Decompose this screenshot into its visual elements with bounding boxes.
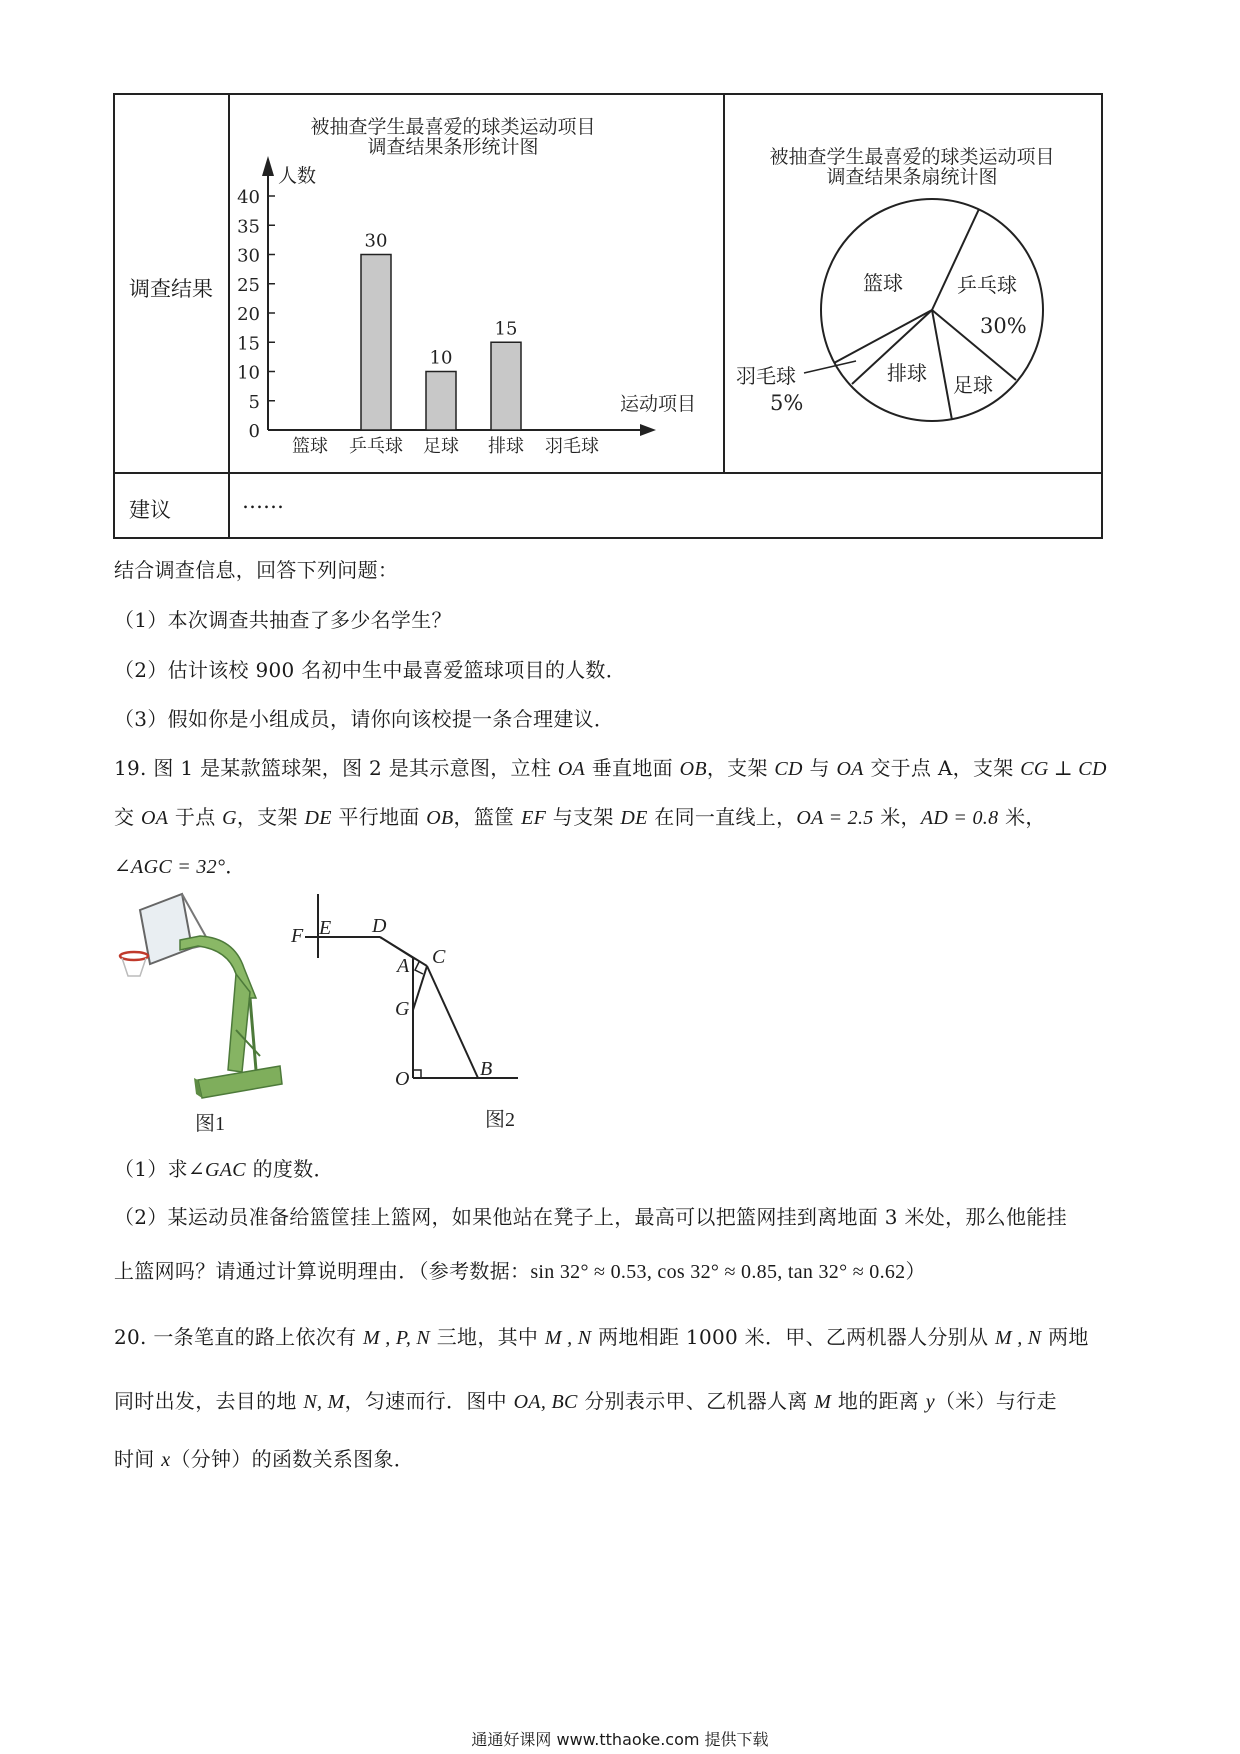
- y-axis-label: 人数: [278, 165, 317, 187]
- problem19-line3: [114, 850, 246, 879]
- p19-text: 于点: [168, 805, 223, 829]
- figure1-caption: 图1: [195, 1113, 225, 1135]
- p19-text: 与: [802, 756, 837, 780]
- pie-label-badminton: 羽毛球: [736, 364, 796, 388]
- p20-text: 两地相距 1000 米．甲、乙两机器人分别从: [591, 1325, 995, 1349]
- p20-text: 两地: [1041, 1325, 1089, 1349]
- p19-text: 米，: [998, 805, 1046, 829]
- stand-pole: [228, 974, 250, 1072]
- pie-label-football: 足球: [953, 373, 993, 397]
- bar-data-label: 30: [364, 230, 388, 252]
- problem19-sub2-line1: （2）某运动员准备给篮筐挂上篮网，如果他站在凳子上，最高可以把篮网挂到离地面 3 米处，那么他能挂: [114, 1205, 1067, 1229]
- problem19-line2: [114, 801, 1046, 830]
- problem19-sub2-line2: [114, 1255, 926, 1284]
- p19-math: OB: [426, 807, 454, 829]
- p19-text: 19. 图 1 是某款篮球架，图 2 是其示意图，立柱: [114, 756, 558, 780]
- y-tick-label: 15: [237, 333, 260, 355]
- p19-text: 在同一直线上，: [647, 805, 797, 829]
- y-tick-label: 0: [248, 421, 260, 442]
- problem19-line1: [114, 752, 1107, 781]
- problem20-line2: [114, 1385, 1057, 1414]
- p20-text: （分钟）的函数关系图象．: [170, 1447, 415, 1471]
- p19-text: 平行地面: [331, 805, 427, 829]
- segment-cb: [427, 966, 478, 1078]
- label-b: B: [480, 1058, 493, 1080]
- problem19-sub1: [114, 1153, 334, 1182]
- y-tick-label: 20: [237, 304, 260, 325]
- problem20-line3: [114, 1443, 414, 1472]
- p20-math: x: [161, 1449, 171, 1471]
- y-tick-label: 5: [248, 391, 260, 413]
- bar-chart-title: 被抽查学生最喜爱的球类运动项目: [310, 116, 596, 138]
- label-d: D: [372, 915, 387, 937]
- right-angle-o: [413, 1070, 421, 1078]
- y-tick-label: 30: [237, 245, 260, 267]
- p19-text: ，支架: [236, 805, 305, 829]
- y-tick-label: 40: [237, 187, 260, 208]
- basketball-stand-illustration: [120, 894, 282, 1098]
- p19-math: OB: [679, 758, 707, 780]
- pie-badminton-leader: [804, 361, 856, 373]
- p19-math: EF: [521, 807, 547, 829]
- p20-text: 同时出发，去目的地: [114, 1389, 304, 1413]
- hoop: [120, 952, 148, 960]
- p19-math: OA: [836, 758, 864, 780]
- bar-data-label: 15: [494, 318, 518, 340]
- charts-svg: [0, 0, 1240, 560]
- pie-chart: [736, 146, 1055, 421]
- p19-math: DE: [304, 807, 332, 829]
- p19-text: （1）求: [114, 1157, 188, 1181]
- p19-math: OA: [557, 758, 586, 780]
- bar: [491, 342, 521, 430]
- question-3: （3）假如你是小组成员，请你向该校提一条合理建议．: [114, 707, 615, 731]
- x-ticks: [292, 436, 599, 457]
- x-axis-arrow: [640, 424, 656, 436]
- bar: [426, 372, 456, 431]
- x-axis-label: 运动项目: [620, 393, 697, 415]
- pie-label-volleyball: 排球: [887, 361, 927, 385]
- pie-chart-title: 被抽查学生最喜爱的球类运动项目: [769, 146, 1055, 168]
- questions-intro: 结合调查信息，回答下列问题：: [114, 558, 399, 582]
- p19-math: CG ⊥ CD: [1020, 758, 1107, 780]
- x-tick-label: 乒乓球: [349, 436, 403, 457]
- backboard: [140, 894, 192, 964]
- y-axis-arrow: [262, 156, 274, 176]
- p20-math: N, M: [303, 1391, 345, 1413]
- bars: [361, 231, 521, 431]
- label-e: E: [319, 917, 332, 939]
- y-ticks: [237, 187, 275, 442]
- p19-text: 的度数．: [245, 1157, 334, 1181]
- p20-math: OA, BC: [513, 1391, 578, 1413]
- p20-math: M , N: [994, 1327, 1042, 1349]
- p20-text: 分别表示甲、乙机器人离: [577, 1389, 815, 1413]
- p19-angle: ∠AGC = 32°: [114, 856, 226, 878]
- p19-text: 交于点 A，支架: [863, 756, 1021, 780]
- p19-text: 交: [114, 805, 141, 829]
- p20-text: 20. 一条笔直的路上依次有: [114, 1325, 364, 1349]
- pie-label-pingpong: 乒乓球: [957, 273, 1017, 297]
- pie-chart-subtitle: 调查结果条扇统计图: [826, 166, 998, 188]
- p19-text: 米，: [873, 805, 921, 829]
- p19-text: 垂直地面: [585, 756, 680, 780]
- p19-text: ．: [225, 854, 246, 878]
- stand-brace: [250, 998, 256, 1070]
- p20-math: M , P, N: [363, 1327, 431, 1349]
- p19-math: G: [222, 807, 237, 829]
- p19-math: AD = 0.8: [920, 807, 999, 829]
- pie-label-basketball: 篮球: [863, 271, 903, 295]
- problem20-line1: [114, 1321, 1089, 1350]
- label-g: G: [395, 998, 410, 1020]
- y-tick-label: 10: [237, 362, 260, 384]
- basketball-schematic: [305, 894, 518, 1078]
- bar-chart: [237, 116, 696, 457]
- label-a: A: [397, 955, 410, 977]
- label-c: C: [432, 946, 446, 968]
- p19-math: DE: [620, 807, 648, 829]
- bar-chart-subtitle: 调查结果条形统计图: [367, 136, 539, 158]
- schematic-labels: [290, 915, 492, 1090]
- label-f: F: [291, 925, 304, 947]
- p19-text: 上篮网吗？请通过计算说明理由．（参考数据：: [114, 1259, 531, 1283]
- p19-math: CD: [774, 758, 803, 780]
- p19-math: ∠GAC: [187, 1159, 246, 1181]
- p19-text: 与支架: [546, 805, 621, 829]
- p20-math: y: [925, 1391, 935, 1413]
- p20-text: ，匀速而行．图中: [344, 1389, 514, 1413]
- suggestion-label: 建议: [129, 498, 171, 522]
- y-tick-label: 35: [237, 216, 260, 238]
- pie-value-pingpong: 30%: [980, 314, 1027, 338]
- p20-text: 三地，其中: [430, 1325, 545, 1349]
- pie-divider-football-volleyball: [932, 310, 952, 420]
- bar-data-label: 10: [429, 347, 453, 369]
- suggestion-value: ……: [242, 489, 284, 513]
- page-footer: 通通好课网 www.tthaoke.com 提供下载: [471, 1730, 769, 1749]
- label-o: O: [395, 1068, 410, 1090]
- question-2: （2）估计该校 900 名初中生中最喜爱篮球项目的人数．: [114, 658, 627, 682]
- p19-reference-data: sin 32° ≈ 0.53, cos 32° ≈ 0.85, tan 32° ≈ 0.62: [530, 1261, 906, 1283]
- p20-text: 时间: [114, 1447, 162, 1471]
- x-tick-label: 羽毛球: [545, 436, 599, 457]
- x-tick-label: 足球: [423, 436, 459, 457]
- p20-text: 地的距离: [831, 1389, 926, 1413]
- result-label: 调查结果: [129, 277, 213, 301]
- figure2-caption: 图2: [485, 1109, 515, 1131]
- p19-math: OA: [140, 807, 169, 829]
- question-1: （1）本次调查共抽查了多少名学生？: [114, 608, 452, 632]
- bar: [361, 255, 391, 431]
- p19-text: ，支架: [706, 756, 775, 780]
- p19-text: ）: [905, 1259, 926, 1283]
- y-tick-label: 25: [237, 274, 260, 296]
- x-tick-label: 排球: [488, 436, 524, 457]
- p20-text: （米）与行走: [934, 1389, 1057, 1413]
- pie-value-badminton: 5%: [770, 391, 804, 415]
- p19-text: ，篮筐: [453, 805, 522, 829]
- problem19-figures: [110, 880, 730, 1150]
- p19-math: OA = 2.5: [796, 807, 874, 829]
- p20-math: M , N: [544, 1327, 592, 1349]
- p20-math: M: [814, 1391, 832, 1413]
- x-tick-label: 篮球: [292, 436, 328, 457]
